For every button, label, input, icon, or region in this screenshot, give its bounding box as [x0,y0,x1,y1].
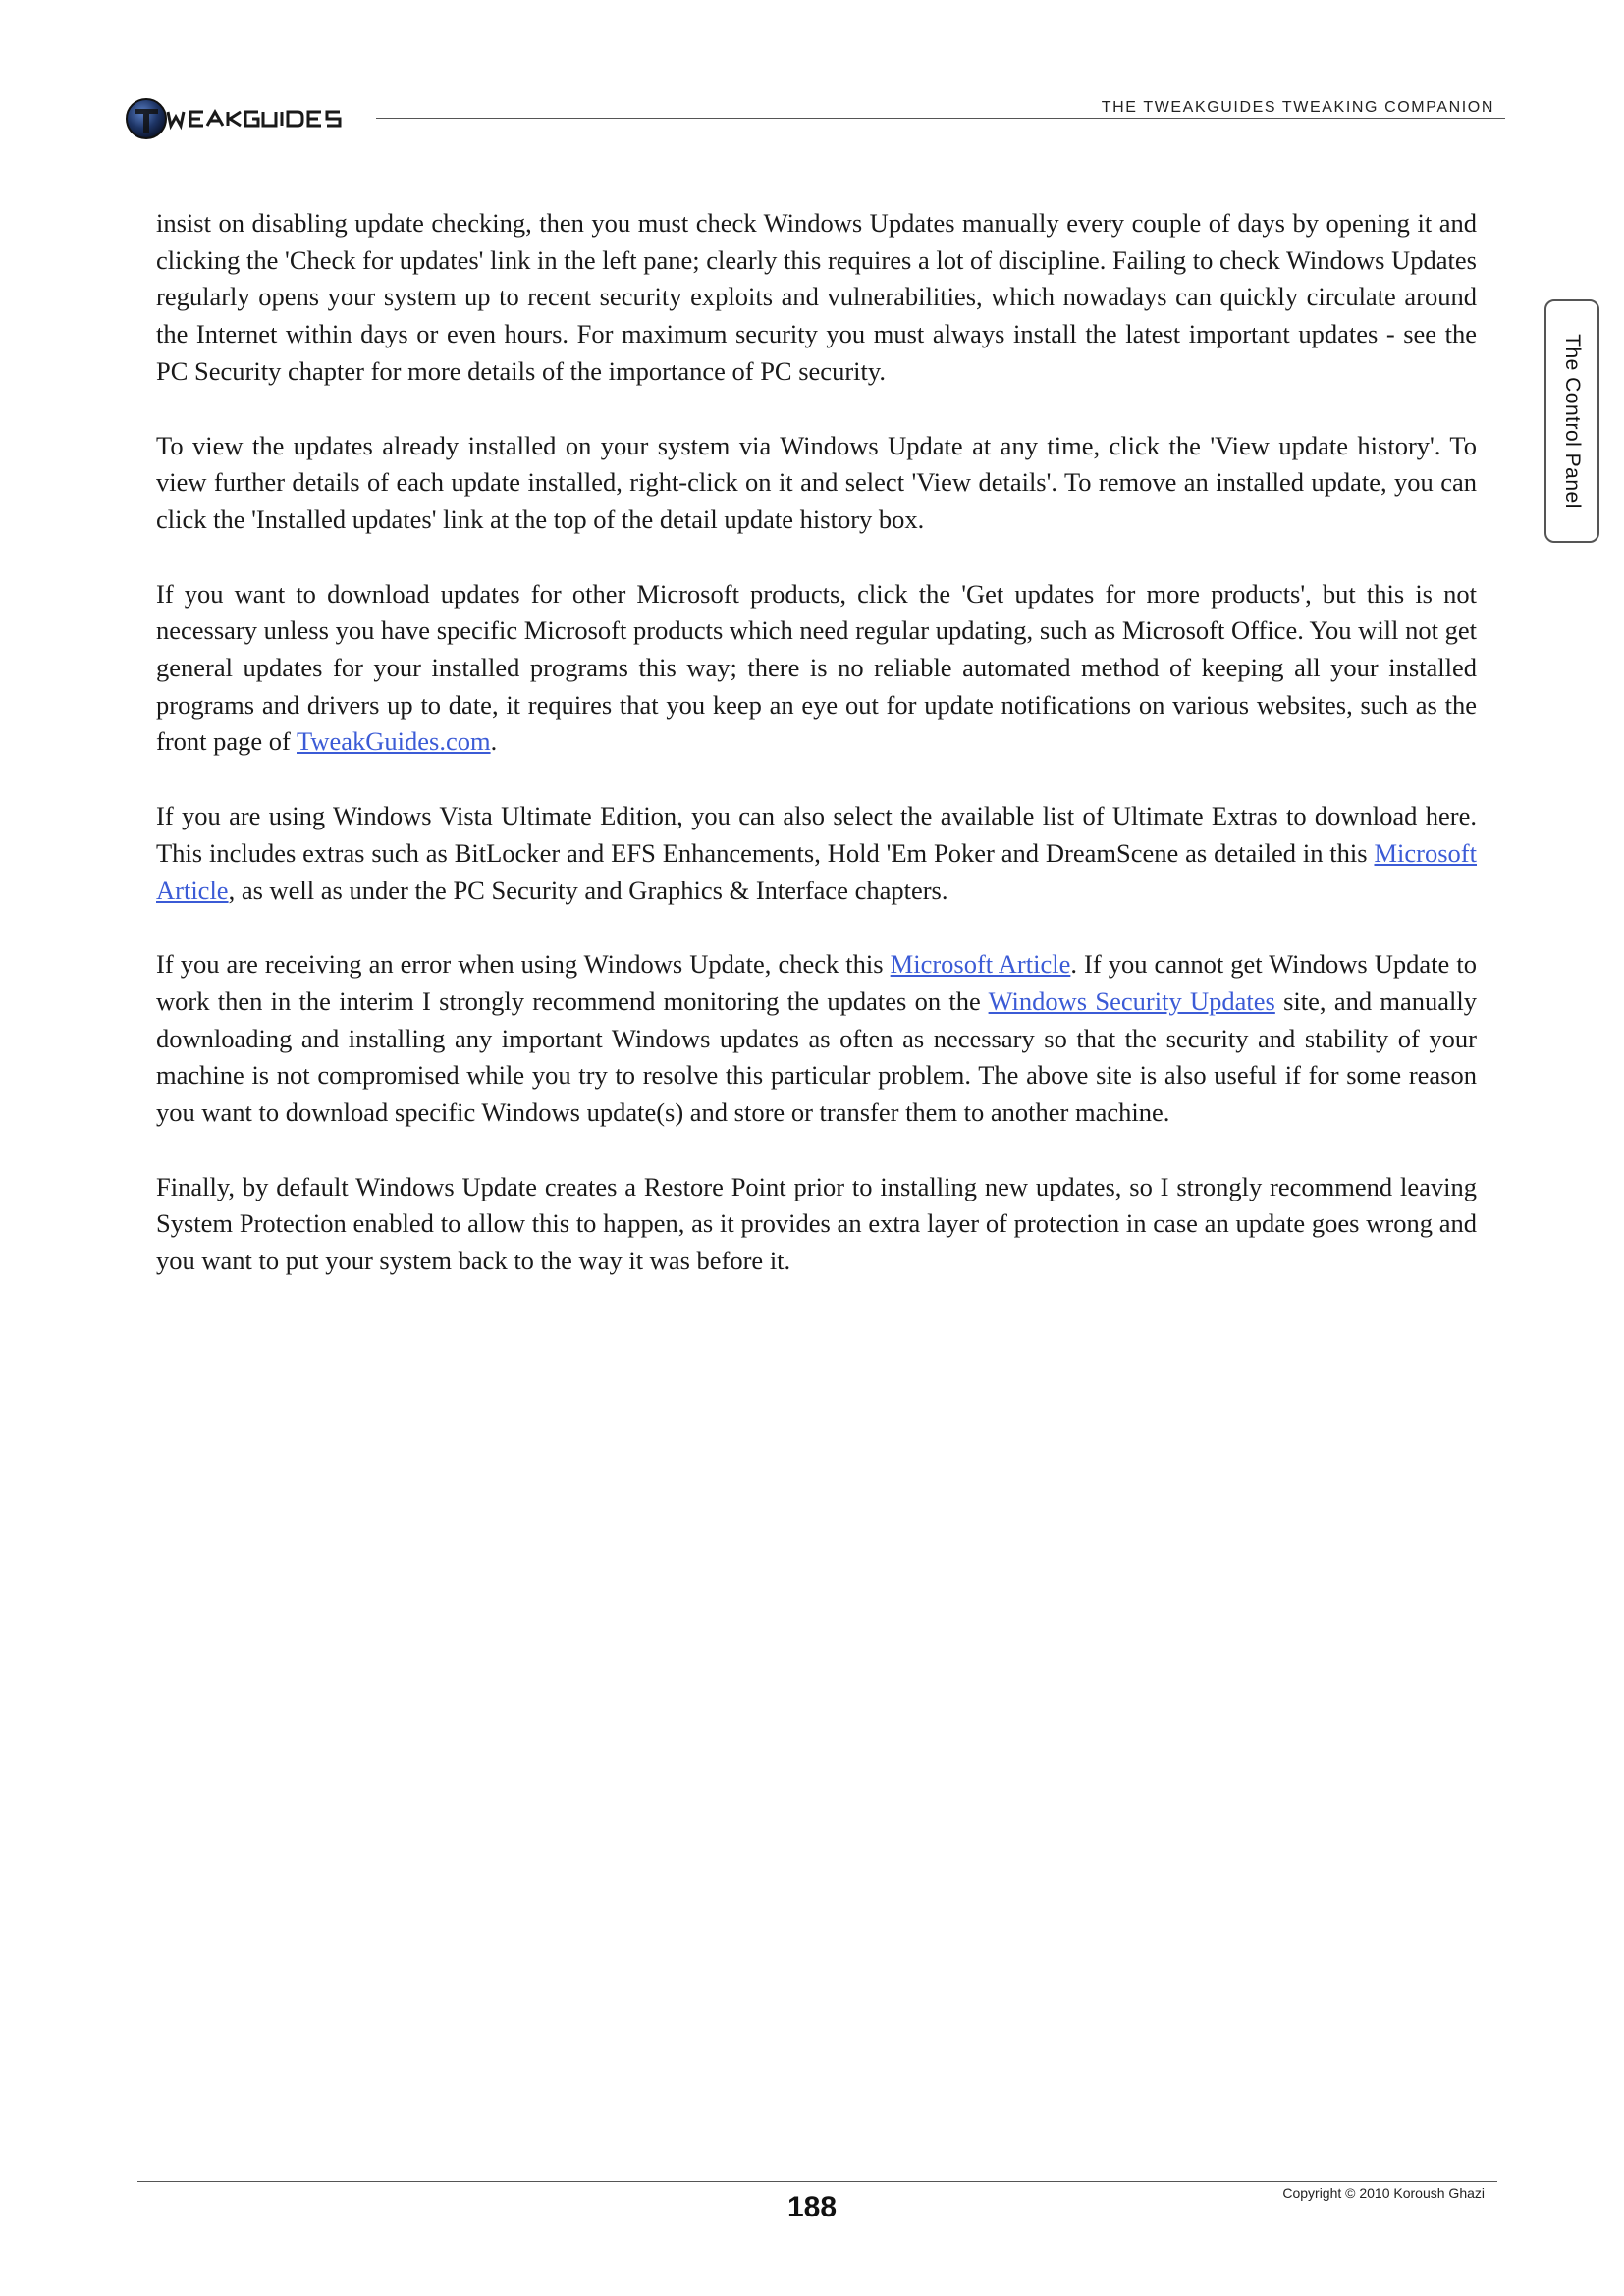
tweakguides-link[interactable]: TweakGuides.com [297,726,491,757]
paragraph-3-tail: . [490,726,498,757]
paragraph-1: insist on disabling update checking, then you must check Windows Updates manually every couple of days by opening it and clicking the 'Check for updates' link in the left pane; clearly this requires a lot of discipline. Failing to check Windows Updates regularly opens your system up to recent security exploits and vulnerabilities, which nowadays can quickly circulate around the Internet within days or even hours. For maximum security you must always install the latest important updates - see the PC Security chapter for more details of the importance of PC security. [156,208,1477,386]
windows-security-updates-link[interactable]: Windows Security Updates [988,986,1275,1016]
tweakguides-logo [125,95,370,144]
footer-rule [137,2181,1497,2182]
chapter-side-tab [1544,299,1599,543]
page-number: 188 [786,2191,838,2223]
paragraph-5-middle: . If you cannot get Windows Update to work then in the interim I strongly recommend monitoring the updates on the [156,949,1477,1016]
paragraph-3-text: If you want to download updates for other Microsoft products, click the 'Get updates for more products', but this is not necessary unless you have specific Microsoft products which need regular updating, such as Microsoft Office. You will not get general updates for your installed programs this way; there is no reliable automated method of keeping all your installed programs and drivers up to date, it requires that you keep an eye out for update notifications on various websites, such as the front page of [156,578,1477,757]
header-title: THE TWEAKGUIDES TWEAKING COMPANION [1101,99,1494,116]
header-rule [376,118,1505,119]
paragraph-6: Finally, by default Windows Update creates a Restore Point prior to installing new updates, so I strongly recommend leaving System Protection enabled to allow this to happen, as it provides an extra layer of protection in case an update goes wrong and you want to put your system back to the way it was before it. [156,1171,1477,1276]
copyright-notice: Copyright © 2010 Koroush Ghazi [1282,2185,1485,2201]
paragraph-5 [156,946,1477,1132]
paragraph-4-text: If you are using Windows Vista Ultimate Edition, you can also select the available list of Ultimate Extras to download here. This includes extras such as BitLocker and EFS Enhancements, Hold 'Em Poker and DreamScene as detailed in this [156,801,1477,868]
chapter-side-tab-label: The Control Panel [1561,334,1584,508]
paragraph-3 [156,576,1477,762]
main-content [156,205,1477,1317]
paragraph-2: To view the updates already installed on your system via Windows Update at any time, click the 'View update history'. To view further details of each update installed, right-click on it and select 'View details'. To remove an installed update, you can click the 'Installed updates' link at the top of the detail update history box. [156,430,1477,534]
microsoft-article-link-ultimate-extras[interactable]: Microsoft Article [156,837,1477,905]
microsoft-article-link-update-error[interactable]: Microsoft Article [890,949,1071,980]
paragraph-5-tail: site, and manually downloading and installing any important Windows updates as often as necessary so that the security and stability of your machine is not compromised while you try to resolve this particular problem. The above site is also useful if for some reason you want to download specific Windows update(s) and store or transfer them to another machine. [156,986,1477,1128]
paragraph-4 [156,798,1477,909]
paragraph-5-text: If you are receiving an error when using Windows Update, check this [156,949,891,980]
paragraph-4-tail: , as well as under the PC Security and Graphics & Interface chapters. [228,875,948,905]
